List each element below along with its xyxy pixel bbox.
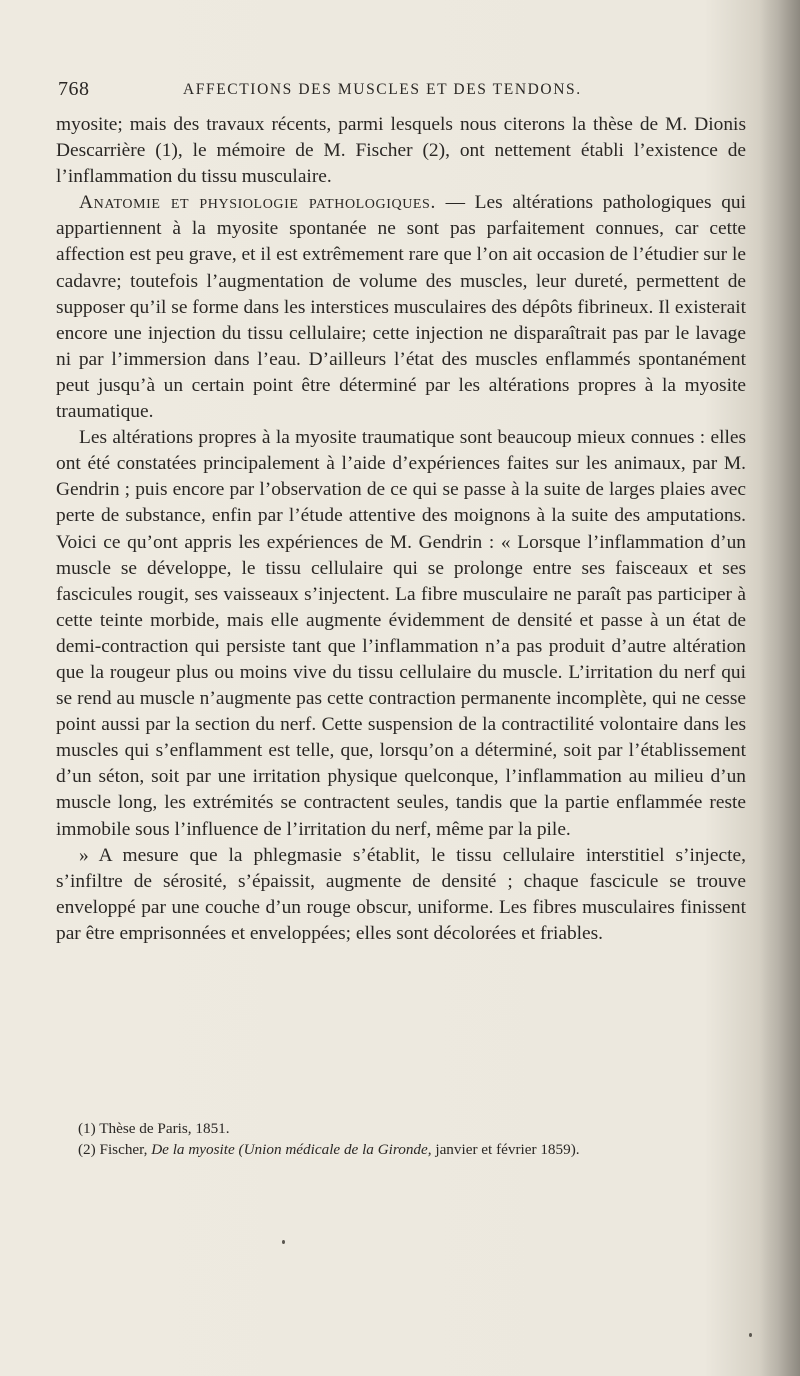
- paragraph-text: Les altérations propres à la myosite traumatique sont beaucoup mieux connues : elles ont été constatées principalement à l’aide d’expériences faites sur les animaux, par M. Gendrin ; puis encore par l’observation de ce qui se passe à la suite de larges plaies avec perte de substance, enfin par l’étude attentive des moignons à la suite des amputations. Voici ce qu’ont appris les expériences de M. Gendrin : « Lorsque l’inflammation d’un muscle se développe, le tissu cellulaire qui se prolonge entre ses faisceaux et ses fascicules rougit, ses vaisseaux s’injectent. La fibre musculaire ne paraît pas participer à cette teinte morbide, mais elle augmente évidemment de densité et passe à un état de demi-contraction qui persiste tant que l’inflammation n’a pas produit d’autre altération que la rougeur plus ou moins vive du tissu cellulaire du muscle. L’irritation du nerf qui se rend au muscle n’augmente pas cette contraction permanente incomplète, qui ne cesse point aussi par la section du nerf. Cette suspension de la contractilité volontaire dans les muscles qui s’enflamment est telle, que, lorsqu’on a déterminé, soit par l’établissement d’un séton, soit par une irritation physique quelconque, l’inflammation au milieu d’un muscle long, les extrémités se contractent seules, tandis que la partie enflammée reste immobile sous l’influence de l’irritation du nerf, même par la pile.: [56, 427, 746, 840]
- paragraph: [56, 190, 746, 425]
- paragraph: [56, 843, 746, 947]
- footnotes: [78, 1118, 748, 1160]
- page-number: 768: [58, 78, 90, 100]
- footnote-2-date: janvier et février 1859).: [431, 1141, 580, 1158]
- page-header: [58, 78, 758, 104]
- footnote-2-title: De la myosite (Union médicale de la Gironde,: [151, 1141, 432, 1158]
- body-text: [56, 112, 746, 947]
- page-binding-shadow: [760, 0, 800, 1376]
- footnote-2: [78, 1139, 748, 1160]
- paragraph-text: » A mesure que la phlegmasie s’établit, le tissu cellulaire interstitiel s’injecte, s’infiltre de sérosité, s’épaissit, augmente de densité ; chaque fascicule se trouve enveloppé par une couche d’un rouge obscur, uniforme. Les fibres musculaires finissent par être emprisonnées et enveloppées; elles sont décolorées et friables.: [56, 844, 746, 944]
- paragraph-text: — Les altérations pathologiques qui appartiennent à la myosite spontanée ne sont pas parfaitement connues, car cette affection est peu grave, et il est extrêmement rare que l’on ait occasion de l’étudier sur le cadavre; toutefois l’augmentation de volume des muscles, leur dureté, permettent de supposer qu’il se forme dans les interstices musculaires des dépôts fibrineux. Il existerait encore une injection du tissu cellulaire; cette injection ne disparaîtrait pas par le lavage ni par l’immersion dans l’eau. D’ailleurs l’état des muscles enflammés spontanément peut jusqu’à un certain point être déterminé par les altérations propres à la myosite traumatique.: [56, 192, 746, 423]
- paragraph: [56, 112, 746, 190]
- paper-speck: [749, 1333, 752, 1337]
- paragraph-text: myosite; mais des travaux récents, parmi lesquels nous citerons la thèse de M. Dionis Descarrière (1), le mémoire de M. Fischer (2), ont nettement établi l’existence de l’inflammation du tissu musculaire.: [56, 114, 746, 188]
- footnote-2-author: (2) Fischer,: [78, 1141, 152, 1158]
- footnote-1: (1) Thèse de Paris, 1851.: [78, 1120, 230, 1137]
- section-heading: Anatomie et physiologie pathologiques.: [79, 192, 436, 214]
- paper-speck: [282, 1240, 285, 1244]
- paragraph: [56, 425, 746, 843]
- running-head: AFFECTIONS DES MUSCLES ET DES TENDONS.: [183, 81, 582, 98]
